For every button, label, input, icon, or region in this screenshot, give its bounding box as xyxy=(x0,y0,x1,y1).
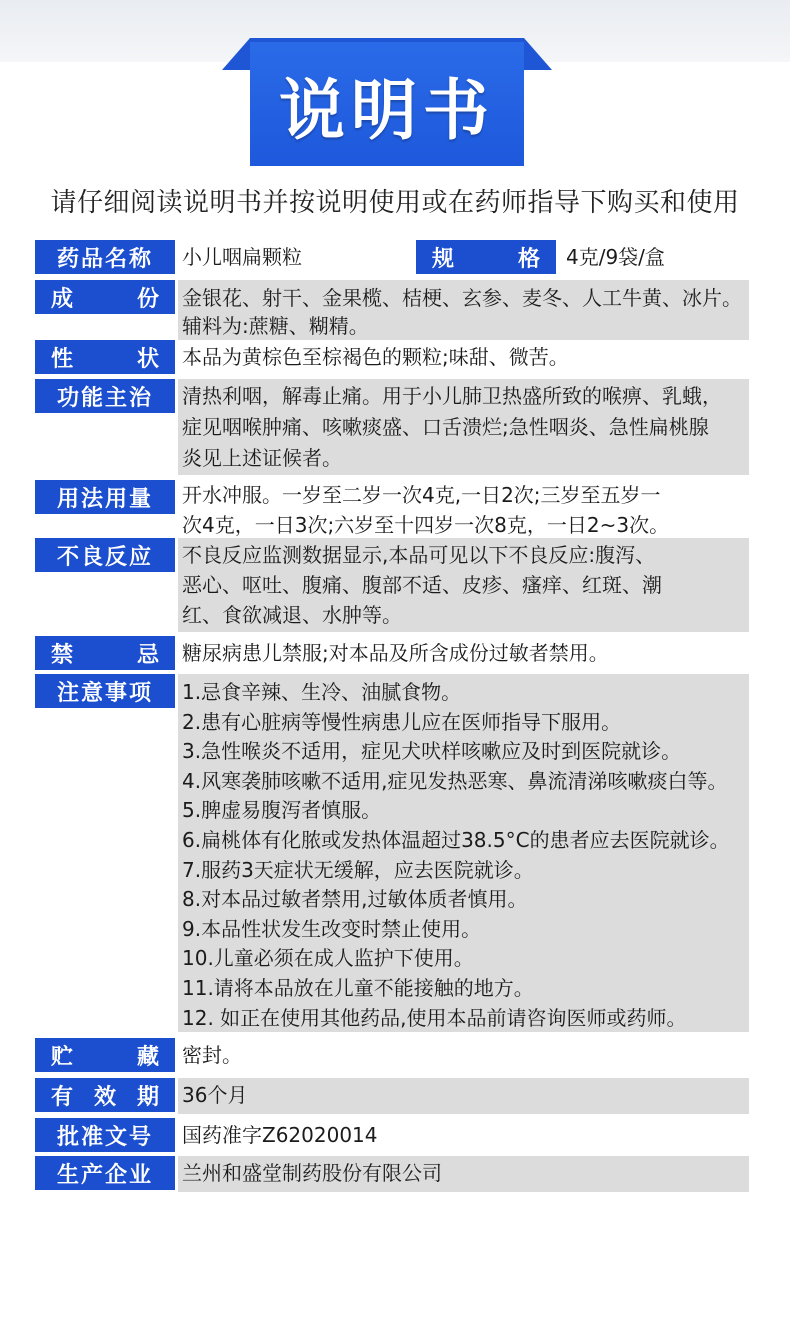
label-drug-name: 药品名称 xyxy=(35,240,175,274)
value-ingredients: 金银花、射干、金果榄、桔梗、玄参、麦冬、人工牛黄、冰片。 辅料为:蔗糖、糊精。 xyxy=(178,280,749,340)
value-contraindications: 糖尿病患儿禁服;对本品及所含成份过敏者禁用。 xyxy=(182,641,609,665)
reading-instruction: 请仔细阅读说明书并按说明使用或在药师指导下购买和使用 xyxy=(50,188,740,218)
row-dosage xyxy=(35,480,749,544)
row-manufacturer xyxy=(35,1156,749,1192)
row-precautions xyxy=(35,674,749,1032)
value-appearance: 本品为黄棕色至棕褐色的颗粒;味甜、微苦。 xyxy=(182,345,569,369)
precaution-item: 3.急性喉炎不适用，症见犬吠样咳嗽应及时到医院就诊。 xyxy=(182,739,682,764)
precaution-item: 5.脾虚易腹泻者慎服。 xyxy=(182,798,382,823)
precaution-item: 12. 如正在使用其他药品,使用本品前请咨询医师或药师。 xyxy=(182,1005,687,1030)
row-drug-name xyxy=(35,240,749,276)
banner-left-wing xyxy=(222,38,250,70)
label-validity: 有 效 期 xyxy=(35,1078,175,1112)
row-appearance xyxy=(35,340,749,376)
label-storage: 贮 藏 xyxy=(35,1038,175,1072)
row-indications xyxy=(35,379,749,475)
row-ingredients xyxy=(35,280,749,340)
label-precautions: 注意事项 xyxy=(35,674,175,708)
value-dosage: 开水冲服。一岁至二岁一次4克,一日2次;三岁至五岁一 次4克，一日3次;六岁至十四岁一次8克，一日2~3次。 xyxy=(182,483,670,537)
value-storage: 密封。 xyxy=(182,1043,242,1067)
precaution-item: 4.风寒袭肺咳嗽不适用,症见发热恶寒、鼻流清涕咳嗽痰白等。 xyxy=(182,768,728,793)
value-spec: 4克/9袋/盒 xyxy=(566,245,665,269)
value-indications: 清热利咽，解毒止痛。用于小儿肺卫热盛所致的喉痹、乳蛾， 症见咽喉肿痛、咳嗽痰盛、口舌溃烂;急性咽炎、急性扁桃腺 炎见上述证候者。 xyxy=(178,379,749,475)
label-contraindications: 禁 忌 xyxy=(35,636,175,670)
precaution-item: 9.本品性状发生改变时禁止使用。 xyxy=(182,916,482,941)
precaution-item: 2.患有心脏病等慢性病患儿应在医师指导下服用。 xyxy=(182,709,622,734)
value-validity: 36个月 xyxy=(178,1078,749,1114)
page-title: 说明书 xyxy=(250,42,524,166)
title-banner xyxy=(222,38,552,166)
row-approval-number xyxy=(35,1118,749,1154)
precaution-item: 1.忌食辛辣、生冷、油腻食物。 xyxy=(182,680,462,704)
value-precautions xyxy=(178,674,749,1032)
label-approval-number: 批准文号 xyxy=(35,1118,175,1152)
label-ingredients: 成 份 xyxy=(35,280,175,314)
value-adverse-reactions: 不良反应监测数据显示,本品可见以下不良反应:腹泻、 恶心、呕吐、腹痛、腹部不适、皮疹、瘙痒、红斑、潮 红、食欲减退、水肿等。 xyxy=(178,538,749,632)
row-storage xyxy=(35,1038,749,1074)
label-indications: 功能主治 xyxy=(35,379,175,413)
precaution-item: 10.儿童必须在成人监护下使用。 xyxy=(182,946,474,971)
precaution-item: 11.请将本品放在儿童不能接触的地方。 xyxy=(182,975,534,1000)
value-manufacturer: 兰州和盛堂制药股份有限公司 xyxy=(178,1156,749,1192)
label-adverse-reactions: 不良反应 xyxy=(35,538,175,572)
precaution-item: 8.对本品过敏者禁用,过敏体质者慎用。 xyxy=(182,887,528,912)
precaution-item: 6.扁桃体有化脓或发热体温超过38.5°C的患者应去医院就诊。 xyxy=(182,827,730,852)
row-validity xyxy=(35,1078,749,1114)
row-contraindications xyxy=(35,636,749,672)
banner-right-wing xyxy=(524,38,552,70)
row-adverse-reactions xyxy=(35,538,749,632)
label-appearance: 性 状 xyxy=(35,340,175,374)
label-spec: 规 格 xyxy=(416,240,556,274)
label-dosage: 用法用量 xyxy=(35,480,175,514)
value-approval-number: 国药准字Z62020014 xyxy=(182,1123,378,1147)
precaution-item: 7.服药3天症状无缓解，应去医院就诊。 xyxy=(182,857,534,882)
label-manufacturer: 生产企业 xyxy=(35,1156,175,1190)
value-drug-name: 小儿咽扁颗粒 xyxy=(182,245,302,269)
